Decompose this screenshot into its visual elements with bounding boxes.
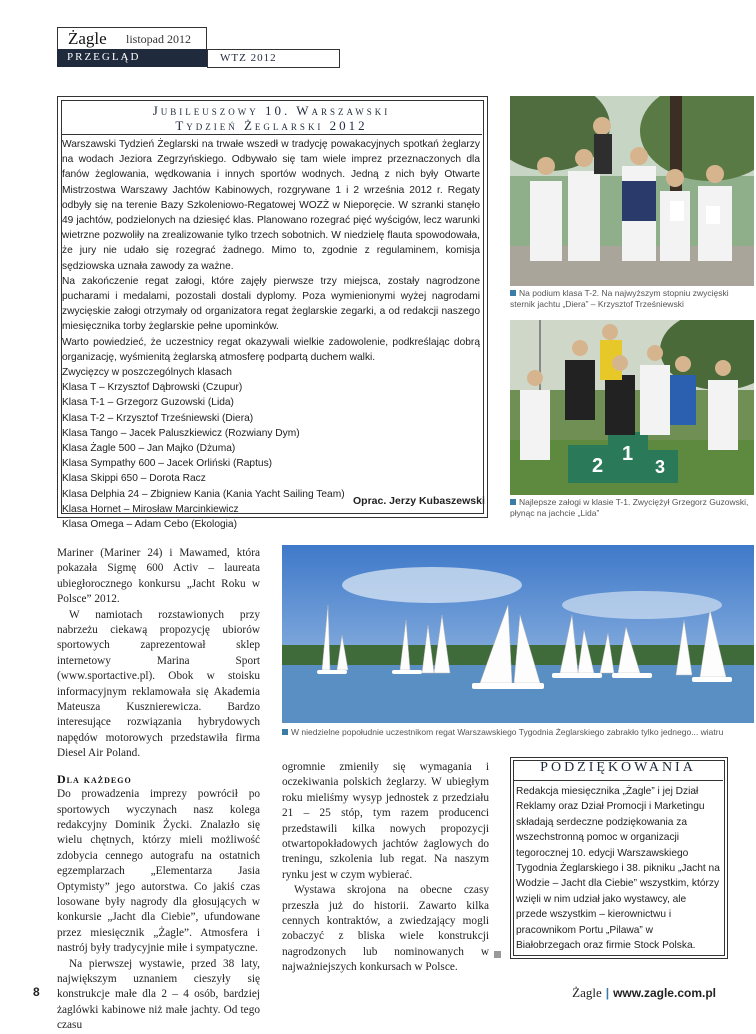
box-title-line2: Tydzień Żeglarski 2012 (175, 118, 368, 133)
footer-url[interactable]: www.zagle.com.pl (613, 986, 716, 1000)
article-end-mark (494, 951, 501, 958)
article-paragraph: Do prowadzenia imprezy powrócił po sportowych wyczynach nasz kolega redakcyjny Dominik Życki. Znalazło się wielu chętnych, którzy mieli możliwość zdobycia cennego autografu na ostatnich egzemplarzach „Elementarza Jasia Optymisty” jego autorstwa. Co jakiś czas losowane były nagrody dla głosujących w konkursie „Jacht dla Ciebie”, ufundowane przez miesięcznik „Żagle”. Atmosfera i nastrój były tradycyjnie miłe i sympatyczne. (57, 788, 260, 955)
podium-number-1: 1 (622, 443, 634, 465)
magazine-title: Żagle (68, 29, 107, 48)
winner-line: Klasa Omega – Adam Cebo (Ekologia) (62, 519, 237, 531)
winner-line: Klasa Sympathy 600 – Jacek Orliński (Raptus) (62, 458, 273, 470)
section-bar (57, 49, 207, 67)
podium-number-2: 2 (592, 455, 604, 477)
caption-marker-icon (510, 499, 516, 505)
page-number: 8 (33, 985, 40, 999)
caption-photo2: Najlepsze załogi w klasie T-1. Zwyciężył Grzegorz Guzowski, płynąc na jachcie „Lida” (510, 497, 749, 518)
article-paragraph: Mariner (Mariner 24) i Mawamed, która pokazała Sigmę 600 Activ – laureata ubiegłorocznego konkursu „Jacht Roku w Polsce” 2012. (57, 547, 260, 606)
footer-separator: | (605, 986, 610, 1000)
footer-brand (572, 985, 716, 1001)
article-subhead: Dla każdego (57, 771, 132, 786)
winner-line: Klasa Hornet – Mirosław Marcinkiewicz (62, 503, 239, 515)
podium-number-3: 3 (655, 457, 666, 477)
article-column-2 (282, 760, 489, 976)
article-paragraph: Na pierwszej wystawie, przed 38 laty, największym uznaniem cieszyły się konstrukcje małe dla 2 – 4 osób, bardziej żaglówki kabinowe niż małe jachty. Od tego czasu (57, 957, 260, 1032)
winner-line: Klasa Żagle 500 – Jan Majko (Dżuma) (62, 443, 236, 455)
thanks-title: PODZIĘKOWANIA (513, 760, 723, 781)
photo-regatta (282, 545, 754, 723)
article-column-1 (57, 546, 260, 1034)
caption-photo3: W niedzielne popołudnie uczestnikom regat Warszawskiego Tygodnia Żeglarskiego zabrakło tylko jednego... wiatru (282, 727, 752, 738)
footer-magazine: Żagle (572, 985, 602, 1000)
winner-line: Klasa Skippi 650 – Dorota Racz (62, 473, 206, 485)
winner-line: Klasa Delphia 24 – Zbigniew Kania (Kania Yacht Sailing Team) (62, 488, 345, 500)
box-title-line1: Jubileuszowy 10. Warszawski (152, 103, 391, 118)
box-paragraph: Zwycięzcy w poszczególnych klasach (62, 367, 232, 379)
box-paragraph: Warto powiedzieć, że uczestnicy regat okazywali wielkie zadowolenie, podkreślając dobrą organizację, wyśmienitą żeglarską atmosferę podpartą duchem walki. (62, 336, 480, 363)
thanks-text: Redakcja miesięcznika „Żagle” i jej Dział Reklamy oraz Dział Promocji i Marketingu składają serdeczne podziękowania za wszechstronną pomoc w organizacji tegorocznej 10. edycji Warszawskiego Tygodnia Żeglarskiego i 38. pikniku „Jacht na Wodzie – Jacht dla Ciebie” wszystkim, którzy wzięli w nim udział jako wystawcy, ale przede wszystkim – kierownictwu i pracownikom Portu „Pilawa” w Białobrzegach oraz firmie Stock Polska. (516, 786, 720, 952)
caption-marker-icon (510, 290, 516, 296)
winner-line: Klasa Tango – Jacek Paluszkiewicz (Rozwiany Dym) (62, 427, 300, 439)
photo-podium-t2 (510, 96, 754, 286)
results-box-text (62, 137, 480, 532)
article-paragraph: ogromnie zmieniły się wymagania i oczekiwania polskich żeglarzy. W ubiegłym roku mieliśmy wysyp jednostek z przedziału 21 – 25 stóp, tym razem producenci przedstawili kilka nowych propozycji otwartopokładowych jachtów żaglowych do treningu, szkolenia lub regat. Na naszym rynku jest w czym wybierać. (282, 761, 489, 881)
caption-marker-icon (282, 729, 288, 735)
topic-box (207, 49, 340, 68)
results-box-title (61, 100, 482, 135)
box-signature: Oprac. Jerzy Kubaszewski (353, 495, 485, 507)
article-paragraph: Wystawa skrojona na obecne czasy przeszła już do historii. Zawarto kilka cennych kontraktów, a zwiedzający mogli zobaczyć z bliska wiele konstrukcji nagrodzonych lub nominowanych w najważniejszych konkursach w Polsce. (282, 884, 489, 974)
section-label: PRZEGLĄD (67, 51, 141, 63)
article-paragraph: W namiotach rozstawionych przy nabrzeżu ciekawą propozycję ubiorów sportowych zaprezentował sklep internetowy Marina Sport (www.sportactive.pl). Obok w stoisku informacyjnym reklamowała się Akademia Mateusza Kusznierewicza. Bardzo interesujące rozwiązania hybrydowych napędów motorowych przedstawiła firma Diesel Air Poland. (57, 608, 260, 760)
winner-line: Klasa T-2 – Krzysztof Trześniewski (Diera) (62, 412, 254, 424)
box-paragraph: Warszawski Tydzień Żeglarski na trwałe wszedł w tradycję powakacyjnych spotkań żeglarzy na wodach Jeziora Zegrzyńskiego. Odbywało się tam wiele imprez przeznaczonych dla fanów żeglowania, wędkowania i innych sportów wodnych. Jedną z nich były Otwarte Mistrzostwa Warszawy Jachtów Kabinowych, rozgrywane 1 i 2 września 2012 r. Regaty odbyły się na terenie Bazy Szkoleniowo-Regatowej WOZŻ w Nieporęcie. W szranki stanęło 49 jachtów, podzielonych na dziesięć klas. Planowano rozegrać pięć wyścigów, lecz warunki wietrzne pozwoliły na zrealizowanie tylko trzech sobotnich. W niedzielę flauta spowodowała, że jury nie udało się rozegrać żadnego. Mimo to, zgodnie z regulaminem, komisja sędziowska uznała zawody za ważne. (62, 139, 480, 272)
header-magazine-box (57, 27, 207, 50)
issue-date: listopad 2012 (126, 32, 191, 46)
box-paragraph: Na zakończenie regat załogi, które zajęły pierwsze trzy miejsca, zostały nagrodzone pucharami i medalami, pozostali dostali dyplomy. Poza wymienionymi wyżej nagrodami zwycięskie załogi otrzymały od organizatora regat żeglarskie zegarki, a od redakcji naszego miesięcznika torby żeglarskie pełne upominków. (62, 275, 480, 333)
caption-photo1: Na podium klasa T-2. Na najwyższym stopniu zwycięski sternik jachtu „Diera” – Krzysztof Trześniewski (510, 288, 729, 309)
winner-line: Klasa T – Krzysztof Dąbrowski (Czupur) (62, 382, 243, 394)
photo-podium-t1 (510, 320, 754, 495)
topic-label: WTZ 2012 (220, 52, 277, 64)
winner-line: Klasa T-1 – Grzegorz Guzowski (Lida) (62, 397, 234, 409)
